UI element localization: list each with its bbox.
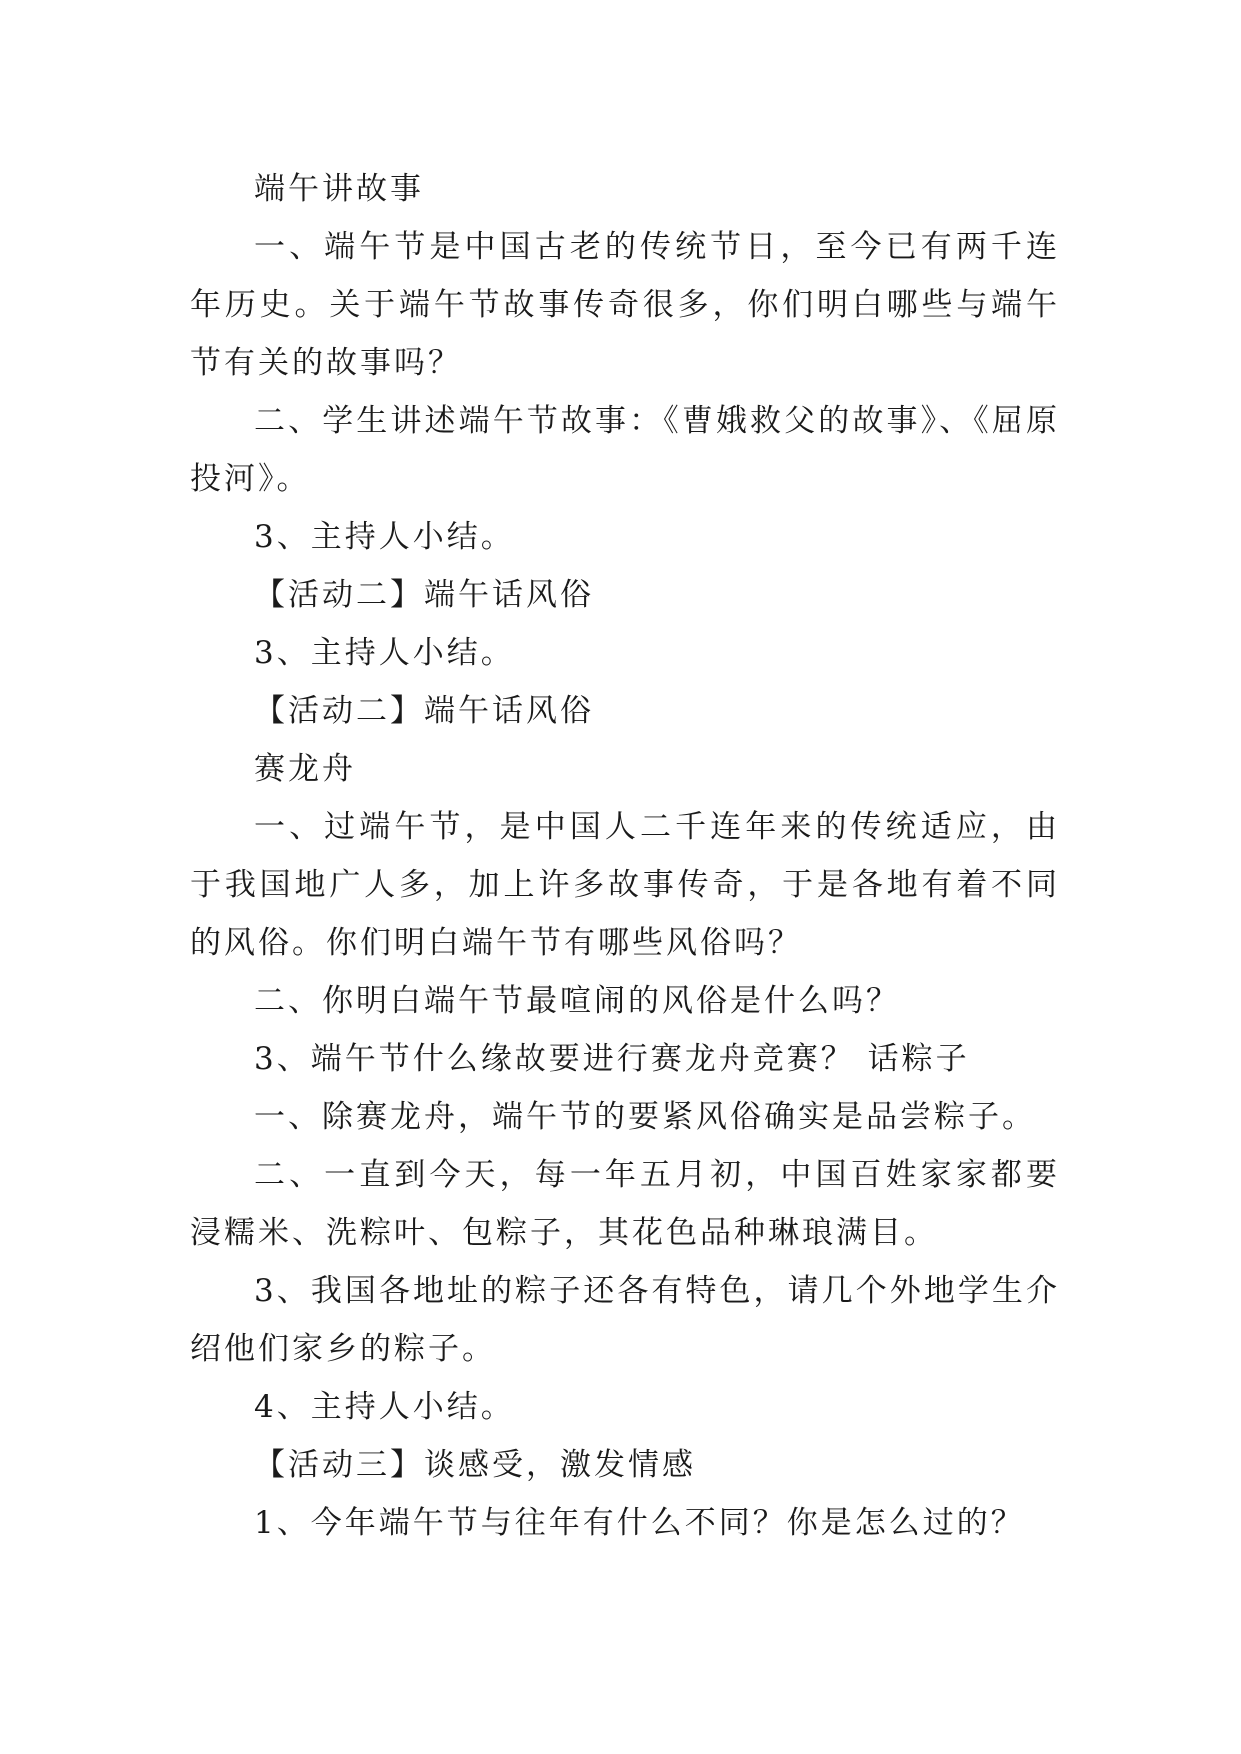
- section-title: 赛龙舟: [254, 751, 356, 787]
- paragraph: 1、今年端午节与往年有什么不同？你是怎么过的？: [254, 1505, 1025, 1541]
- paragraph: 二、学生讲述端午节故事：《曹娥救父的故事》、《屈原投河》。: [190, 403, 1060, 497]
- paragraph: 一、除赛龙舟，端午节的要紧风俗确实是品尝粽子。: [254, 1099, 1036, 1135]
- document-body: [190, 160, 1060, 1552]
- paragraph: 二、你明白端午节最喧闹的风俗是什么吗？: [254, 983, 900, 1019]
- paragraph: 4、主持人小结。: [254, 1389, 515, 1425]
- section-title: 端午讲故事: [254, 171, 424, 207]
- paragraph: 一、端午节是中国古老的传统节日，至今已有两千连年历史。关于端午节故事传奇很多，你们明白哪些与端午节有关的故事吗？: [190, 229, 1060, 381]
- activity-heading: 【活动二】端午话风俗: [254, 693, 594, 729]
- paragraph: 3、我国各地址的粽子还各有特色，请几个外地学生介绍他们家乡的粽子。: [190, 1273, 1060, 1367]
- paragraph: 二、一直到今天，每一年五月初，中国百姓家家都要浸糯米、洗粽叶、包粽子，其花色品种琳琅满目。: [190, 1157, 1060, 1251]
- paragraph: 一、过端午节，是中国人二千连年来的传统适应，由于我国地广人多，加上许多故事传奇，于是各地有着不同的风俗。你们明白端午节有哪些风俗吗？: [190, 809, 1060, 961]
- activity-heading: 【活动二】端午话风俗: [254, 577, 594, 613]
- activity-heading: 【活动三】谈感受，激发情感: [254, 1447, 696, 1483]
- paragraph: 3、主持人小结。: [254, 635, 515, 671]
- paragraph: 3、主持人小结。: [254, 519, 515, 555]
- paragraph: 3、端午节什么缘故要进行赛龙舟竞赛？ 话粽子: [254, 1041, 970, 1077]
